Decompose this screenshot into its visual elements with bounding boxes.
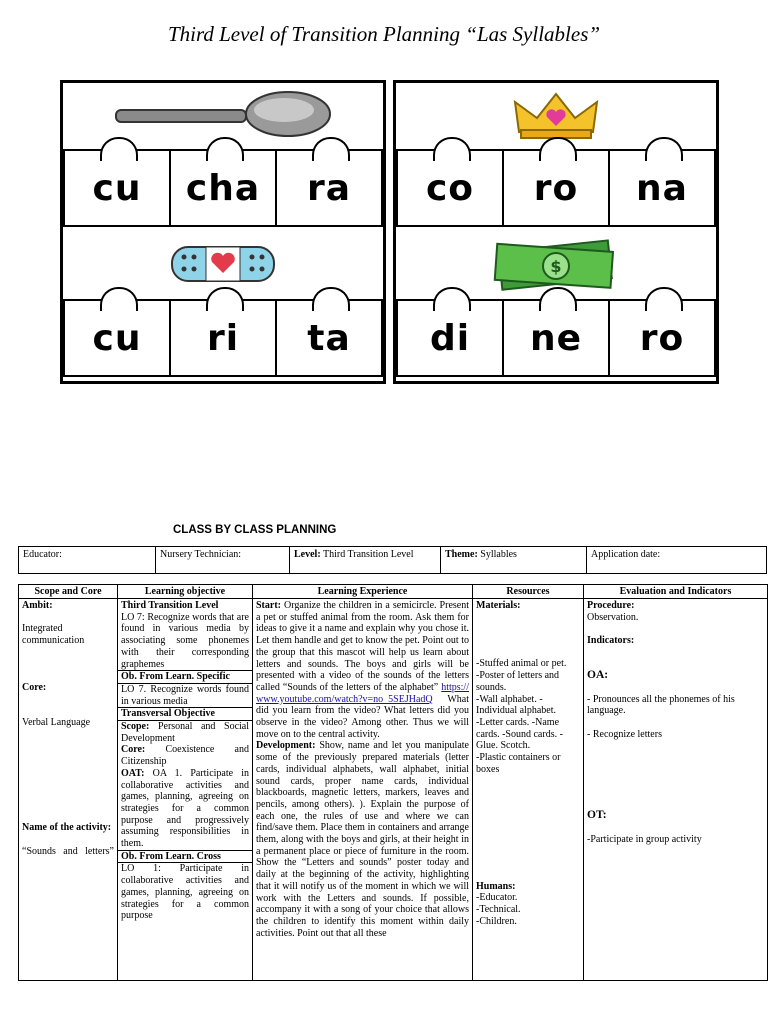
planning-table	[18, 584, 768, 981]
syllable-card[interactable]: ta	[275, 299, 383, 377]
planning-table-header	[19, 585, 768, 599]
bandage-icon	[168, 239, 278, 289]
section-heading: CLASS BY CLASS PLANNING	[173, 524, 337, 536]
syllable-card[interactable]: ne	[502, 299, 610, 377]
syllable-card[interactable]: na	[608, 149, 716, 227]
evaluation-cell: Procedure: Observation. Indicators: OA: - Pronounces all the phonemes of his language. - Recognize letters OT: -Participate in group activity	[584, 599, 768, 981]
objective-cell: Third Transition Level LO 7: Recognize words that are found in various media by associating some phonemes with their corresponding graphemes Ob. From Learn. Specific LO 7. Recognize words found in various media Transversal Objective Scope: Personal and Social Development Core: Coexistence and Citizenship OAT: OA 1. Participate in collaborative activities and games, planning, agreeing on strategies for a common purpose and progressively assuming responsibilities in them. Ob. From Learn. Cross LO 1: Participate in collaborative activities and games, planning, agreeing on strategies for a common purpose	[118, 599, 253, 981]
theme-cell: Theme: Syllables	[441, 547, 587, 574]
header-info-table	[18, 546, 767, 574]
syllable-card[interactable]: cha	[169, 149, 277, 227]
column-header: Learning objective	[118, 585, 253, 599]
experience-cell: Start: Organize the children in a semicircle. Present a pet or stuffed animal from the room. Ask them for ideas to give it a name and explain why you chose it. Let them handle and get to know the pet. Point out to the group that this mascot will help us learn about letters and sounds. The boys and girls will be presented with a video of the sounds of the letters called “Sounds of the letters of the alphabet” https://www.youtube.com/watch?v=no_5SEJHadQ What did you learn from the video? What letters did you observe in the video? Among other. Thus we will move on to the central activity. Development: Show, name and let you manipulate some of the previously prepared materials (letter cards, individual alphabets, wall alphabet, initial sound cards, proper name cards, individual blackboards, magnetic letters, markers, leaves and pencils, among others). ). Explain the purpose of each one, the rules of use and where we can find/save them. Place them in containers and arrange them, along with the boys and girls, at their height in a permanent place or piece of furniture in the room. Show the “Letters and sounds” poster today and daily at the beginning of the activity, highlighting that it will notify us of the moment in which we will work with the Letters and sounds. If possible, accompany it with a song of your choice that allows the children to identify this moment within daily activities. Point out that all these	[253, 599, 473, 981]
syllable-card[interactable]: cu	[63, 149, 171, 227]
video-link[interactable]: https://www.youtube.com/watch?v=no_5SEJHadQ	[256, 681, 469, 705]
money-icon	[486, 236, 626, 292]
syllable-puzzle-left	[60, 80, 386, 384]
column-header: Learning Experience	[253, 585, 473, 599]
syllable-card[interactable]: ro	[502, 149, 610, 227]
level-cell: Level: Third Transition Level	[290, 547, 441, 574]
svg-text:$: $	[550, 257, 562, 276]
puzzle-syllable-row	[396, 299, 716, 377]
crown-icon	[511, 88, 601, 144]
planning-table-row	[19, 599, 768, 981]
syllable-card[interactable]: ri	[169, 299, 277, 377]
resources-cell: Materials: -Stuffed animal or pet. -Poster of letters and sounds. -Wall alphabet. - Individual alphabet. -Letter cards. -Name cards. -Sound cards. - Glue. Scotch. -Plastic containers or boxes Humans: -Educator. -Technical. -Children.	[473, 599, 584, 981]
scope-cell: Ambit: Integrated communication Core: Verbal Language Name of the activity: “Sounds and letters”	[19, 599, 118, 981]
puzzle-syllable-row	[63, 149, 383, 227]
application-date-cell[interactable]: Application date:	[587, 547, 767, 574]
syllable-card[interactable]: ra	[275, 149, 383, 227]
puzzle-syllable-row	[63, 299, 383, 377]
page-title: Third Level of Transition Planning “Las Syllables”	[167, 22, 601, 46]
column-header: Resources	[473, 585, 584, 599]
column-header: Evaluation and Indicators	[584, 585, 768, 599]
column-header: Scope and Core	[19, 585, 118, 599]
syllable-card[interactable]: di	[396, 299, 504, 377]
puzzle-syllable-row	[396, 149, 716, 227]
nursery-technician-cell[interactable]: Nursery Technician:	[156, 547, 290, 574]
syllable-card[interactable]: cu	[63, 299, 171, 377]
educator-cell[interactable]: Educator:	[19, 547, 156, 574]
syllable-card[interactable]: co	[396, 149, 504, 227]
syllable-card[interactable]: ro	[608, 299, 716, 377]
syllable-puzzle-right	[393, 80, 719, 384]
